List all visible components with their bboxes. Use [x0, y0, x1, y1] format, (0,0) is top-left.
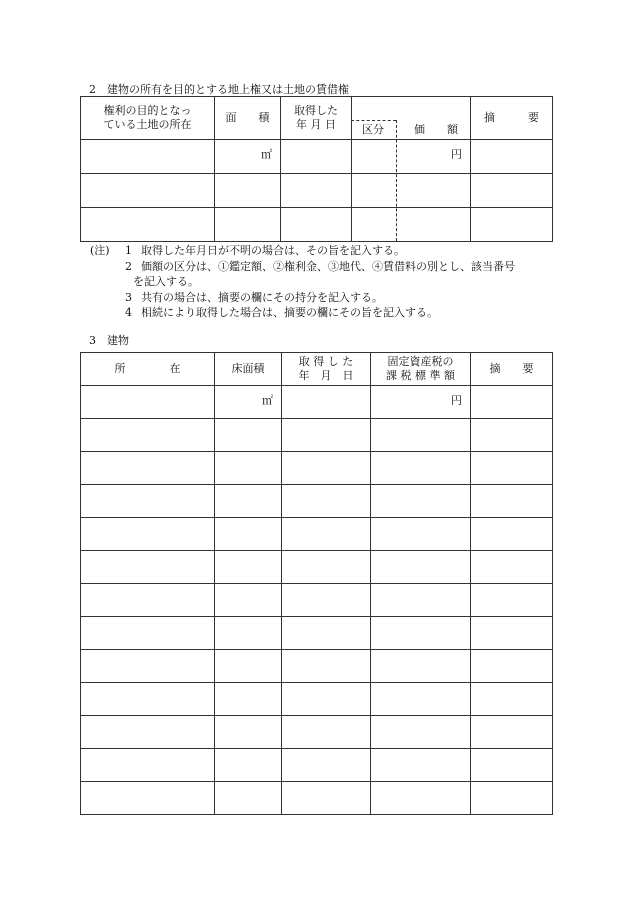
acquired-date-cell[interactable] [282, 485, 371, 518]
table-row [81, 140, 553, 174]
acquired-date-cell[interactable] [281, 208, 352, 242]
table-row [81, 208, 553, 242]
notes-label: (注) [90, 244, 110, 257]
location-cell[interactable] [81, 683, 215, 716]
tax-base-cell[interactable] [371, 716, 471, 749]
tax-base-cell[interactable] [371, 485, 471, 518]
header-acquired-date: 取 得 し た 年 月 日 [282, 353, 371, 386]
table-row [81, 650, 553, 683]
table-row [81, 174, 553, 208]
remarks-cell[interactable] [471, 518, 553, 551]
remarks-cell[interactable] [471, 617, 553, 650]
floor-area-cell[interactable] [215, 584, 282, 617]
location-cell[interactable] [81, 419, 215, 452]
area-unit: ㎡ [261, 148, 272, 161]
remarks-cell[interactable] [471, 683, 553, 716]
tax-base-cell[interactable] [371, 584, 471, 617]
table-row [81, 782, 553, 815]
floor-area-cell[interactable] [215, 452, 282, 485]
note-number: 3 [125, 290, 132, 304]
table-row [81, 749, 553, 782]
remarks-cell[interactable] [471, 208, 553, 242]
land-location-cell[interactable] [81, 140, 215, 174]
header-tax-base: 固定資産税の 課 税 標 準 額 [371, 353, 471, 386]
header-remarks: 摘 要 [471, 97, 553, 140]
table-row [81, 452, 553, 485]
area-cell[interactable] [215, 140, 281, 174]
note-text: 価額の区分は、①鑑定額、②権利金、③地代、④賃借料の別とし、該当番号 [141, 259, 515, 273]
floor-area-cell[interactable] [215, 716, 282, 749]
note-text-continued: を記入する。 [133, 275, 199, 288]
area-cell[interactable] [215, 174, 281, 208]
leasehold-header-row [81, 97, 553, 140]
acquired-date-cell[interactable] [282, 650, 371, 683]
remarks-cell[interactable] [471, 174, 553, 208]
land-location-cell[interactable] [81, 174, 215, 208]
tax-base-cell[interactable] [371, 683, 471, 716]
note-number: 2 [125, 259, 132, 273]
acquired-date-cell[interactable] [282, 419, 371, 452]
remarks-cell[interactable] [471, 140, 553, 174]
location-cell[interactable] [81, 716, 215, 749]
location-cell[interactable] [81, 485, 215, 518]
floor-area-cell[interactable] [215, 749, 282, 782]
location-cell[interactable] [81, 617, 215, 650]
table-row [81, 518, 553, 551]
category-divider-horizontal [351, 120, 396, 121]
table-row [81, 419, 553, 452]
acquired-date-cell[interactable] [281, 174, 352, 208]
location-cell[interactable] [81, 386, 215, 419]
header-area: 面 積 [215, 97, 281, 140]
table-row [81, 584, 553, 617]
table-row [81, 683, 553, 716]
remarks-cell[interactable] [471, 749, 553, 782]
location-cell[interactable] [81, 782, 215, 815]
note-text: 相続により取得した場合は、摘要の欄にその旨を記入する。 [141, 306, 438, 319]
note-number: 4 [125, 306, 132, 319]
area-unit: ㎡ [262, 394, 273, 407]
acquired-date-cell[interactable] [282, 683, 371, 716]
note-number: 1 [125, 244, 132, 257]
acquired-date-cell[interactable] [282, 716, 371, 749]
header-location: 所 在 [81, 353, 215, 386]
remarks-cell[interactable] [471, 485, 553, 518]
floor-area-cell[interactable] [215, 551, 282, 584]
building-table [80, 352, 553, 815]
acquired-date-cell[interactable] [282, 617, 371, 650]
tax-base-cell[interactable] [371, 419, 471, 452]
section2-heading: 2 建物の所有を目的とする地上権又は土地の賃借権 [89, 83, 349, 96]
building-header-row [81, 353, 553, 386]
remarks-cell[interactable] [471, 551, 553, 584]
tax-base-cell[interactable] [371, 782, 471, 815]
price-cell[interactable] [352, 140, 471, 174]
land-location-cell[interactable] [81, 208, 215, 242]
floor-area-cell[interactable] [215, 782, 282, 815]
price-unit: 円 [451, 394, 462, 407]
header-floor-area: 床面積 [215, 353, 282, 386]
tax-base-cell[interactable] [371, 518, 471, 551]
header-remarks: 摘 要 [471, 353, 553, 386]
remarks-cell[interactable] [471, 782, 553, 815]
header-category: 区分 [362, 123, 384, 136]
acquired-date-cell[interactable] [282, 749, 371, 782]
note-text: 取得した年月日が不明の場合は、その旨を記入する。 [141, 244, 405, 257]
table-row [81, 485, 553, 518]
floor-area-cell[interactable] [215, 617, 282, 650]
category-divider-vertical [396, 120, 397, 241]
remarks-cell[interactable] [471, 386, 553, 419]
tax-base-cell[interactable] [371, 386, 471, 419]
table-row [81, 617, 553, 650]
header-acquired-date: 取得した 年 月 日 [281, 97, 352, 140]
section3-heading: 3 建物 [89, 334, 129, 347]
floor-area-cell[interactable] [215, 419, 282, 452]
floor-area-cell[interactable] [215, 683, 282, 716]
tax-base-cell[interactable] [371, 749, 471, 782]
location-cell[interactable] [81, 650, 215, 683]
floor-area-cell[interactable] [215, 650, 282, 683]
location-cell[interactable] [81, 749, 215, 782]
header-land-location: 権利の目的となっ ている土地の所在 [81, 97, 215, 140]
tax-base-cell[interactable] [371, 452, 471, 485]
location-cell[interactable] [81, 551, 215, 584]
tax-base-cell[interactable] [371, 650, 471, 683]
price-cell[interactable] [352, 208, 471, 242]
acquired-date-cell[interactable] [282, 518, 371, 551]
remarks-cell[interactable] [471, 584, 553, 617]
floor-area-cell[interactable] [215, 518, 282, 551]
acquired-date-cell[interactable] [282, 386, 371, 419]
table-row [81, 386, 553, 419]
header-price: 価 額 [414, 123, 458, 136]
section2-notes [90, 243, 515, 321]
table-row [81, 716, 553, 749]
acquired-date-cell[interactable] [282, 782, 371, 815]
leasehold-table [80, 96, 553, 242]
floor-area-cell[interactable] [215, 386, 282, 419]
note-text: 共有の場合は、摘要の欄にその持分を記入する。 [141, 290, 383, 304]
table-row [81, 551, 553, 584]
location-cell[interactable] [81, 584, 215, 617]
remarks-cell[interactable] [471, 419, 553, 452]
tax-base-cell[interactable] [371, 617, 471, 650]
acquired-date-cell[interactable] [281, 140, 352, 174]
remarks-cell[interactable] [471, 452, 553, 485]
remarks-cell[interactable] [471, 716, 553, 749]
location-cell[interactable] [81, 518, 215, 551]
acquired-date-cell[interactable] [282, 584, 371, 617]
area-cell[interactable] [215, 208, 281, 242]
header-price-cell [352, 97, 471, 140]
floor-area-cell[interactable] [215, 485, 282, 518]
remarks-cell[interactable] [471, 650, 553, 683]
location-cell[interactable] [81, 452, 215, 485]
tax-base-cell[interactable] [371, 551, 471, 584]
price-cell[interactable] [352, 174, 471, 208]
acquired-date-cell[interactable] [282, 452, 371, 485]
acquired-date-cell[interactable] [282, 551, 371, 584]
price-unit: 円 [451, 148, 462, 161]
